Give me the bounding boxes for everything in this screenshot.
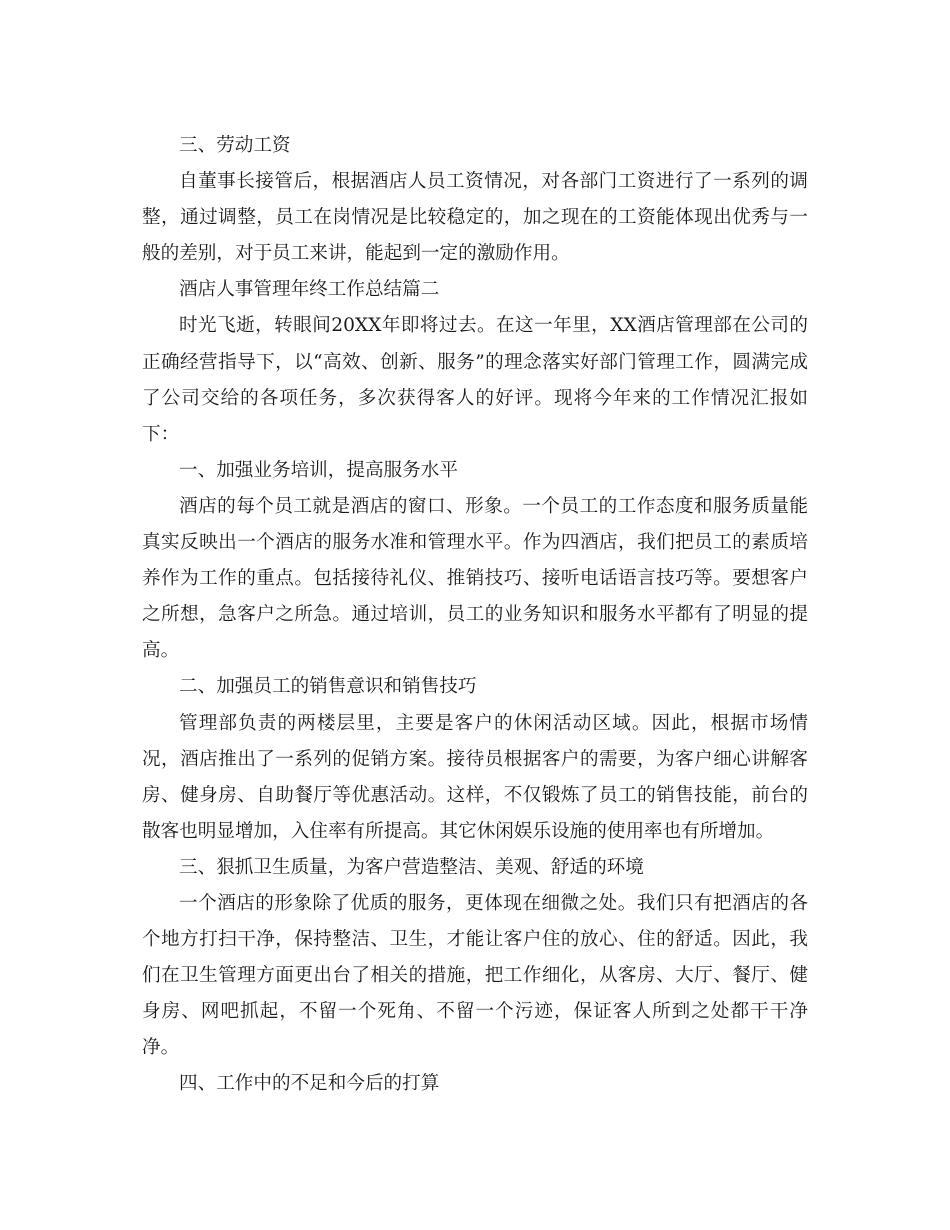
- section-heading-shortcomings: 四、工作中的不足和今后的打算: [179, 1073, 440, 1095]
- document-body: [142, 128, 808, 1103]
- paragraph-wage-adjustment: 自董事长接管后，根据酒店人员工资情况，对各部门工资进行了一系列的调整，通过调整，员工在岗情况是比较稳定的，加之现在的工资能体现出优秀与一般的差别，对于员工来讲，能起到一定的激励作用。: [142, 171, 808, 265]
- section-heading-labor-wages: 三、劳动工资: [179, 135, 291, 156]
- paragraph-sales: 管理部负责的两楼层里，主要是客户的休闲活动区域。因此，根据市场情况，酒店推出了一系列的促销方案。接待员根据客户的需要，为客户细心讲解客房、健身房、自助餐厅等优惠活动。这样，不仅锻炼了员工的销售技能，前台的散客也明显增加，入住率有所提高。其它休闲娱乐设施的使用率也有所增加。: [142, 712, 808, 842]
- article-title-part-two: 酒店人事管理年终工作总结篇二: [179, 279, 440, 301]
- paragraph-training: 酒店的每个员工就是酒店的窗口、形象。一个员工的工作态度和服务质量能真实反映出一个酒店的服务水准和管理水平。作为四酒店，我们把员工的素质培养作为工作的重点。包括接待礼仪、推销技巧、接听电话语言技巧等。要想客户之所想，急客户之所急。通过培训，员工的业务知识和服务水平都有了明显的提高。: [142, 495, 808, 662]
- section-heading-sales: 二、加强员工的销售意识和销售技巧: [179, 676, 477, 698]
- section-heading-training: 一、加强业务培训，提高服务水平: [179, 459, 458, 481]
- paragraph-hygiene: 一个酒店的形象除了优质的服务，更体现在细微之处。我们只有把酒店的各个地方打扫干净，保持整洁、卫生，才能让客户住的放心、住的舒适。因此，我们在卫生管理方面更出台了相关的措施，把工作细化，从客房、大厅、餐厅、健身房、网吧抓起，不留一个死角、不留一个污迹，保证客人所到之处都干干净净。: [142, 892, 808, 1059]
- section-heading-hygiene: 三、狠抓卫生质量，为客户营造整洁、美观、舒适的环境: [179, 856, 644, 878]
- paragraph-year-intro: 时光飞逝，转眼间20XX年即将过去。在这一年里，XX酒店管理部在公司的正确经营指导下，以“高效、创新、服务”的理念落实好部门管理工作，圆满完成了公司交给的各项任务，多次获得客人的好评。现将今年来的工作情况汇报如下：: [142, 315, 808, 445]
